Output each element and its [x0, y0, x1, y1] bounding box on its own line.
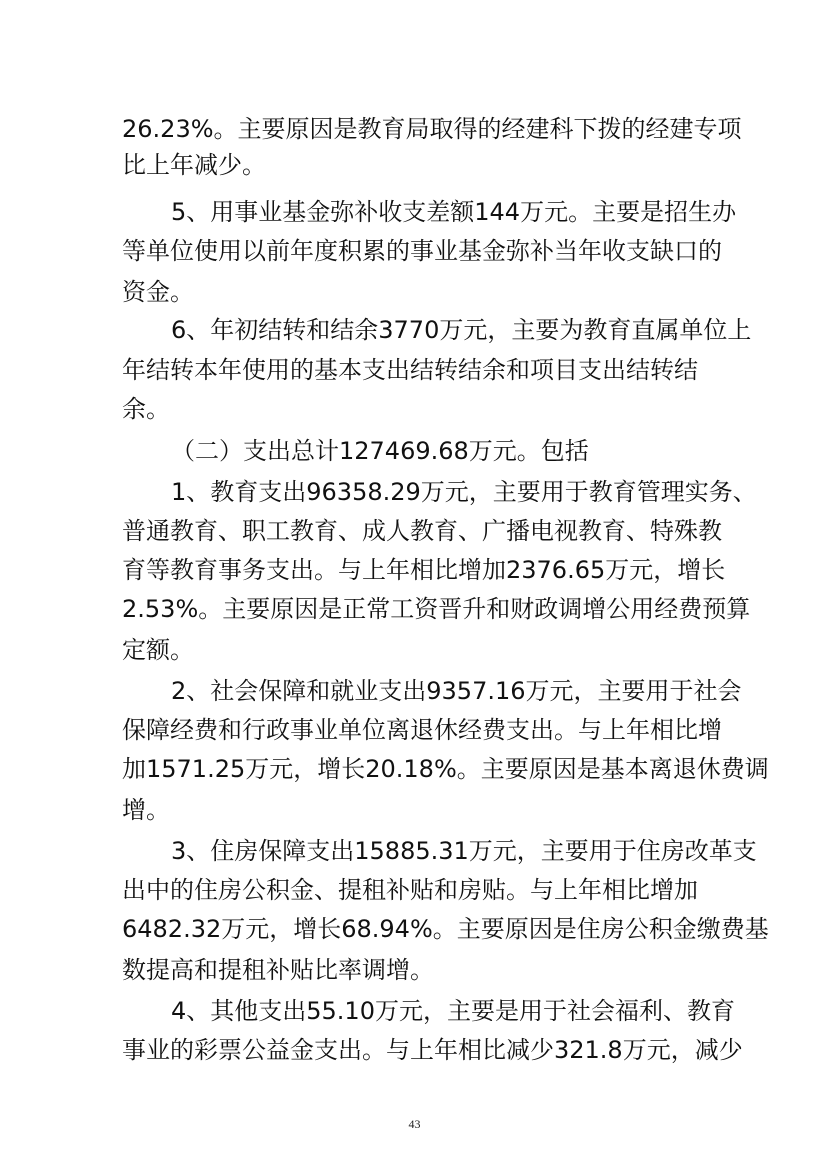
text-line: 普通教育、职工教育、成人教育、广播电视教育、特殊教 — [122, 517, 722, 545]
text-line: 比上年减少。 — [122, 151, 266, 179]
text-line: 余。 — [122, 395, 170, 423]
text-line: 出中的住房公积金、提租补贴和房贴。与上年相比增加 — [122, 876, 698, 904]
text-line: 1、教育支出96358.29万元，主要用于教育管理实务、 — [171, 478, 757, 506]
text-line: 资金。 — [122, 278, 194, 306]
text-line: 数提高和提租补贴比率调增。 — [122, 956, 434, 984]
text-line: 事业的彩票公益金支出。与上年相比减少321.8万元，减少 — [122, 1036, 743, 1064]
text-line: 6、年初结转和结余3770万元，主要为教育直属单位上 — [171, 316, 752, 344]
text-line: 3、住房保障支出15885.31万元，主要用于住房改革支 — [171, 837, 757, 865]
text-line: 增。 — [122, 796, 170, 824]
text-line: 4、其他支出55.10万元，主要是用于社会福利、教育 — [171, 997, 735, 1025]
text-line: 育等教育事务支出。与上年相比增加2376.65万元，增长 — [122, 556, 726, 584]
text-line: 定额。 — [122, 636, 194, 664]
text-line: 加1571.25万元，增长20.18%。主要原因是基本离退休费调 — [122, 755, 769, 783]
text-line: 等单位使用以前年度积累的事业基金弥补当年收支缺口的 — [122, 237, 722, 265]
text-line: 年结转本年使用的基本支出结转结余和项目支出结转结 — [122, 356, 698, 384]
text-line: 2、社会保障和就业支出9357.16万元，主要用于社会 — [171, 677, 742, 705]
text-line: 6482.32万元，增长68.94%。主要原因是住房公积金缴费基 — [122, 915, 769, 943]
text-line: 26.23%。主要原因是教育局取得的经建科下拨的经建专项 — [122, 115, 742, 143]
text-line: 5、用事业基金弥补收支差额144万元。主要是招生办 — [171, 198, 737, 226]
text-line: 保障经费和行政事业单位离退休经费支出。与上年相比增 — [122, 716, 722, 744]
text-line: （二）支出总计127469.68万元。包括 — [171, 437, 589, 465]
text-line: 2.53%。主要原因是正常工资晋升和财政调增公用经费预算 — [122, 595, 751, 623]
page-number: 43 — [408, 1117, 421, 1131]
